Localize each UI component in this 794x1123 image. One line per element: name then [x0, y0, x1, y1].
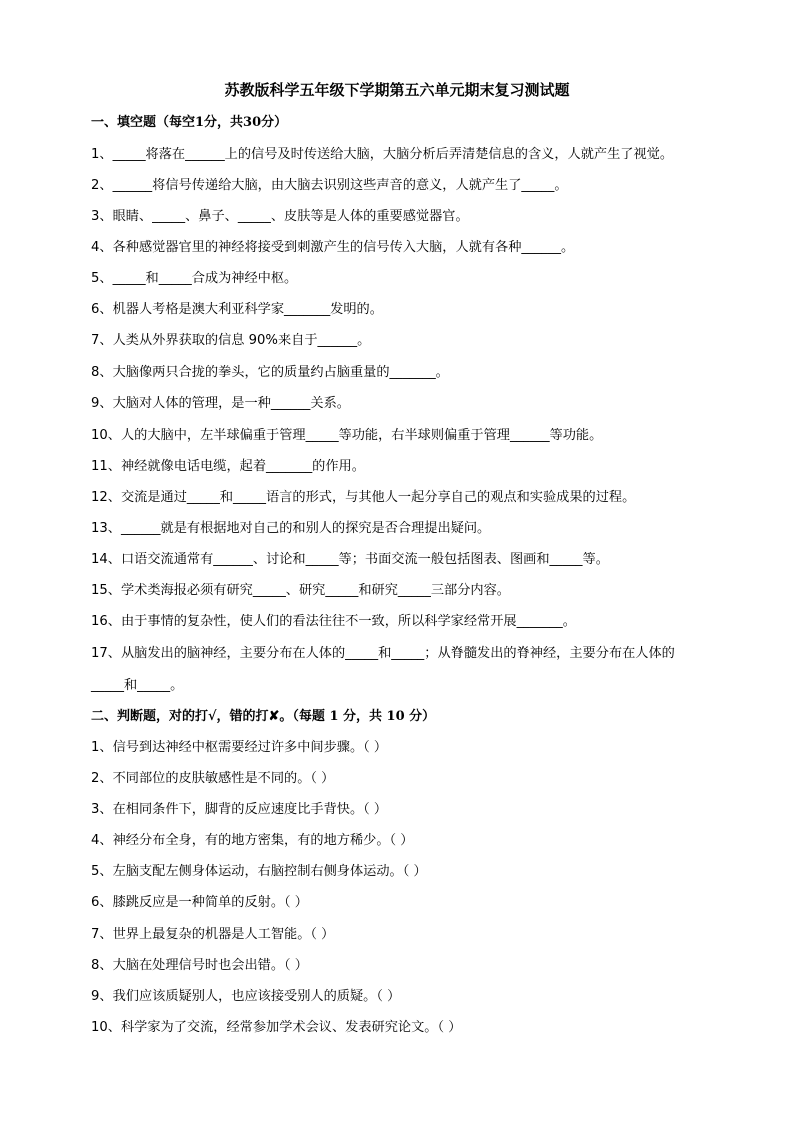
judge-question: 2、不同部位的皮肤敏感性是不同的。（ ）	[91, 771, 335, 786]
fill-question: 6、机器人考格是澳大利亚科学家_______发明的。	[91, 302, 383, 317]
judge-question: 8、大脑在处理信号时也会出错。（ ）	[91, 958, 308, 973]
fill-question: 12、交流是通过_____和_____语言的形式，与其他人一起分享自己的观点和实验成果的过程。	[91, 490, 636, 505]
section-heading-true-false: 二、判断题，对的打√，错的打✘。（每题 1 分，共 10 分）	[91, 709, 436, 724]
fill-question: 14、口语交流通常有______、讨论和_____等；书面交流一般包括图表、图画和_____等。	[91, 552, 609, 567]
fill-question: 5、_____和_____合成为神经中枢。	[91, 271, 298, 286]
fill-question: 7、人类从外界获取的信息 90%来自于______。	[91, 333, 371, 348]
judge-question: 6、膝跳反应是一种简单的反射。（ ）	[91, 895, 308, 910]
judge-question: 10、科学家为了交流，经常参加学术会议、发表研究论文。（ ）	[91, 1020, 462, 1035]
judge-question: 5、左脑支配左侧身体运动，右脑控制右侧身体运动。（ ）	[91, 864, 427, 879]
fill-question: 4、各种感觉器官里的神经将接受到刺激产生的信号传入大脑，人就有各种______。	[91, 240, 575, 255]
fill-question: 8、大脑像两只合拢的拳头，它的质量约占脑重量的_______。	[91, 365, 449, 380]
judge-question: 3、在相同条件下，脚背的反应速度比手背快。（ ）	[91, 802, 388, 817]
fill-question: 13、______就是有根据地对自己的和别人的探究是否合理提出疑问。	[91, 521, 491, 536]
judge-question: 7、世界上最复杂的机器是人工智能。（ ）	[91, 927, 335, 942]
fill-question: 1、_____将落在______上的信号及时传送给大脑，大脑分析后弄清楚信息的含义，人就产生了视觉。	[91, 147, 674, 162]
fill-question: 3、眼睛、_____、鼻子、_____、皮肤等是人体的重要感觉器官。	[91, 209, 469, 224]
fill-question: 9、大脑对人体的管理，是一种______关系。	[91, 396, 350, 411]
page-title: 苏教版科学五年级下学期第五六单元期末复习测试题	[224, 81, 570, 99]
fill-question: 15、学术类海报必须有研究_____、研究_____和研究_____三部分内容。	[91, 583, 510, 598]
judge-question: 9、我们应该质疑别人，也应该接受别人的质疑。（ ）	[91, 989, 401, 1004]
fill-question: 11、神经就像电话电缆，起着_______的作用。	[91, 459, 365, 474]
judge-question: 4、神经分布全身，有的地方密集，有的地方稀少。（ ）	[91, 833, 414, 848]
section-heading-fill-in: 一、填空题（每空1分，共30分）	[91, 115, 288, 130]
fill-question: 16、由于事情的复杂性，使人们的看法往往不一致，所以科学家经常开展_______。	[91, 614, 576, 629]
fill-question: 10、人的大脑中，左半球偏重于管理_____等功能，右半球则偏重于管理______等功能。	[91, 428, 603, 443]
fill-question: 2、______将信号传递给大脑，由大脑去识别这些声音的意义，人就产生了_____。	[91, 178, 568, 193]
judge-question: 1、信号到达神经中枢需要经过许多中间步骤。（ ）	[91, 740, 388, 755]
fill-question: 17、从脑发出的脑神经，主要分布在人体的_____和_____；从脊髓发出的脊神经，主要分布在人体的	[91, 646, 675, 661]
fill-question-continuation: _____和_____。	[91, 678, 184, 693]
